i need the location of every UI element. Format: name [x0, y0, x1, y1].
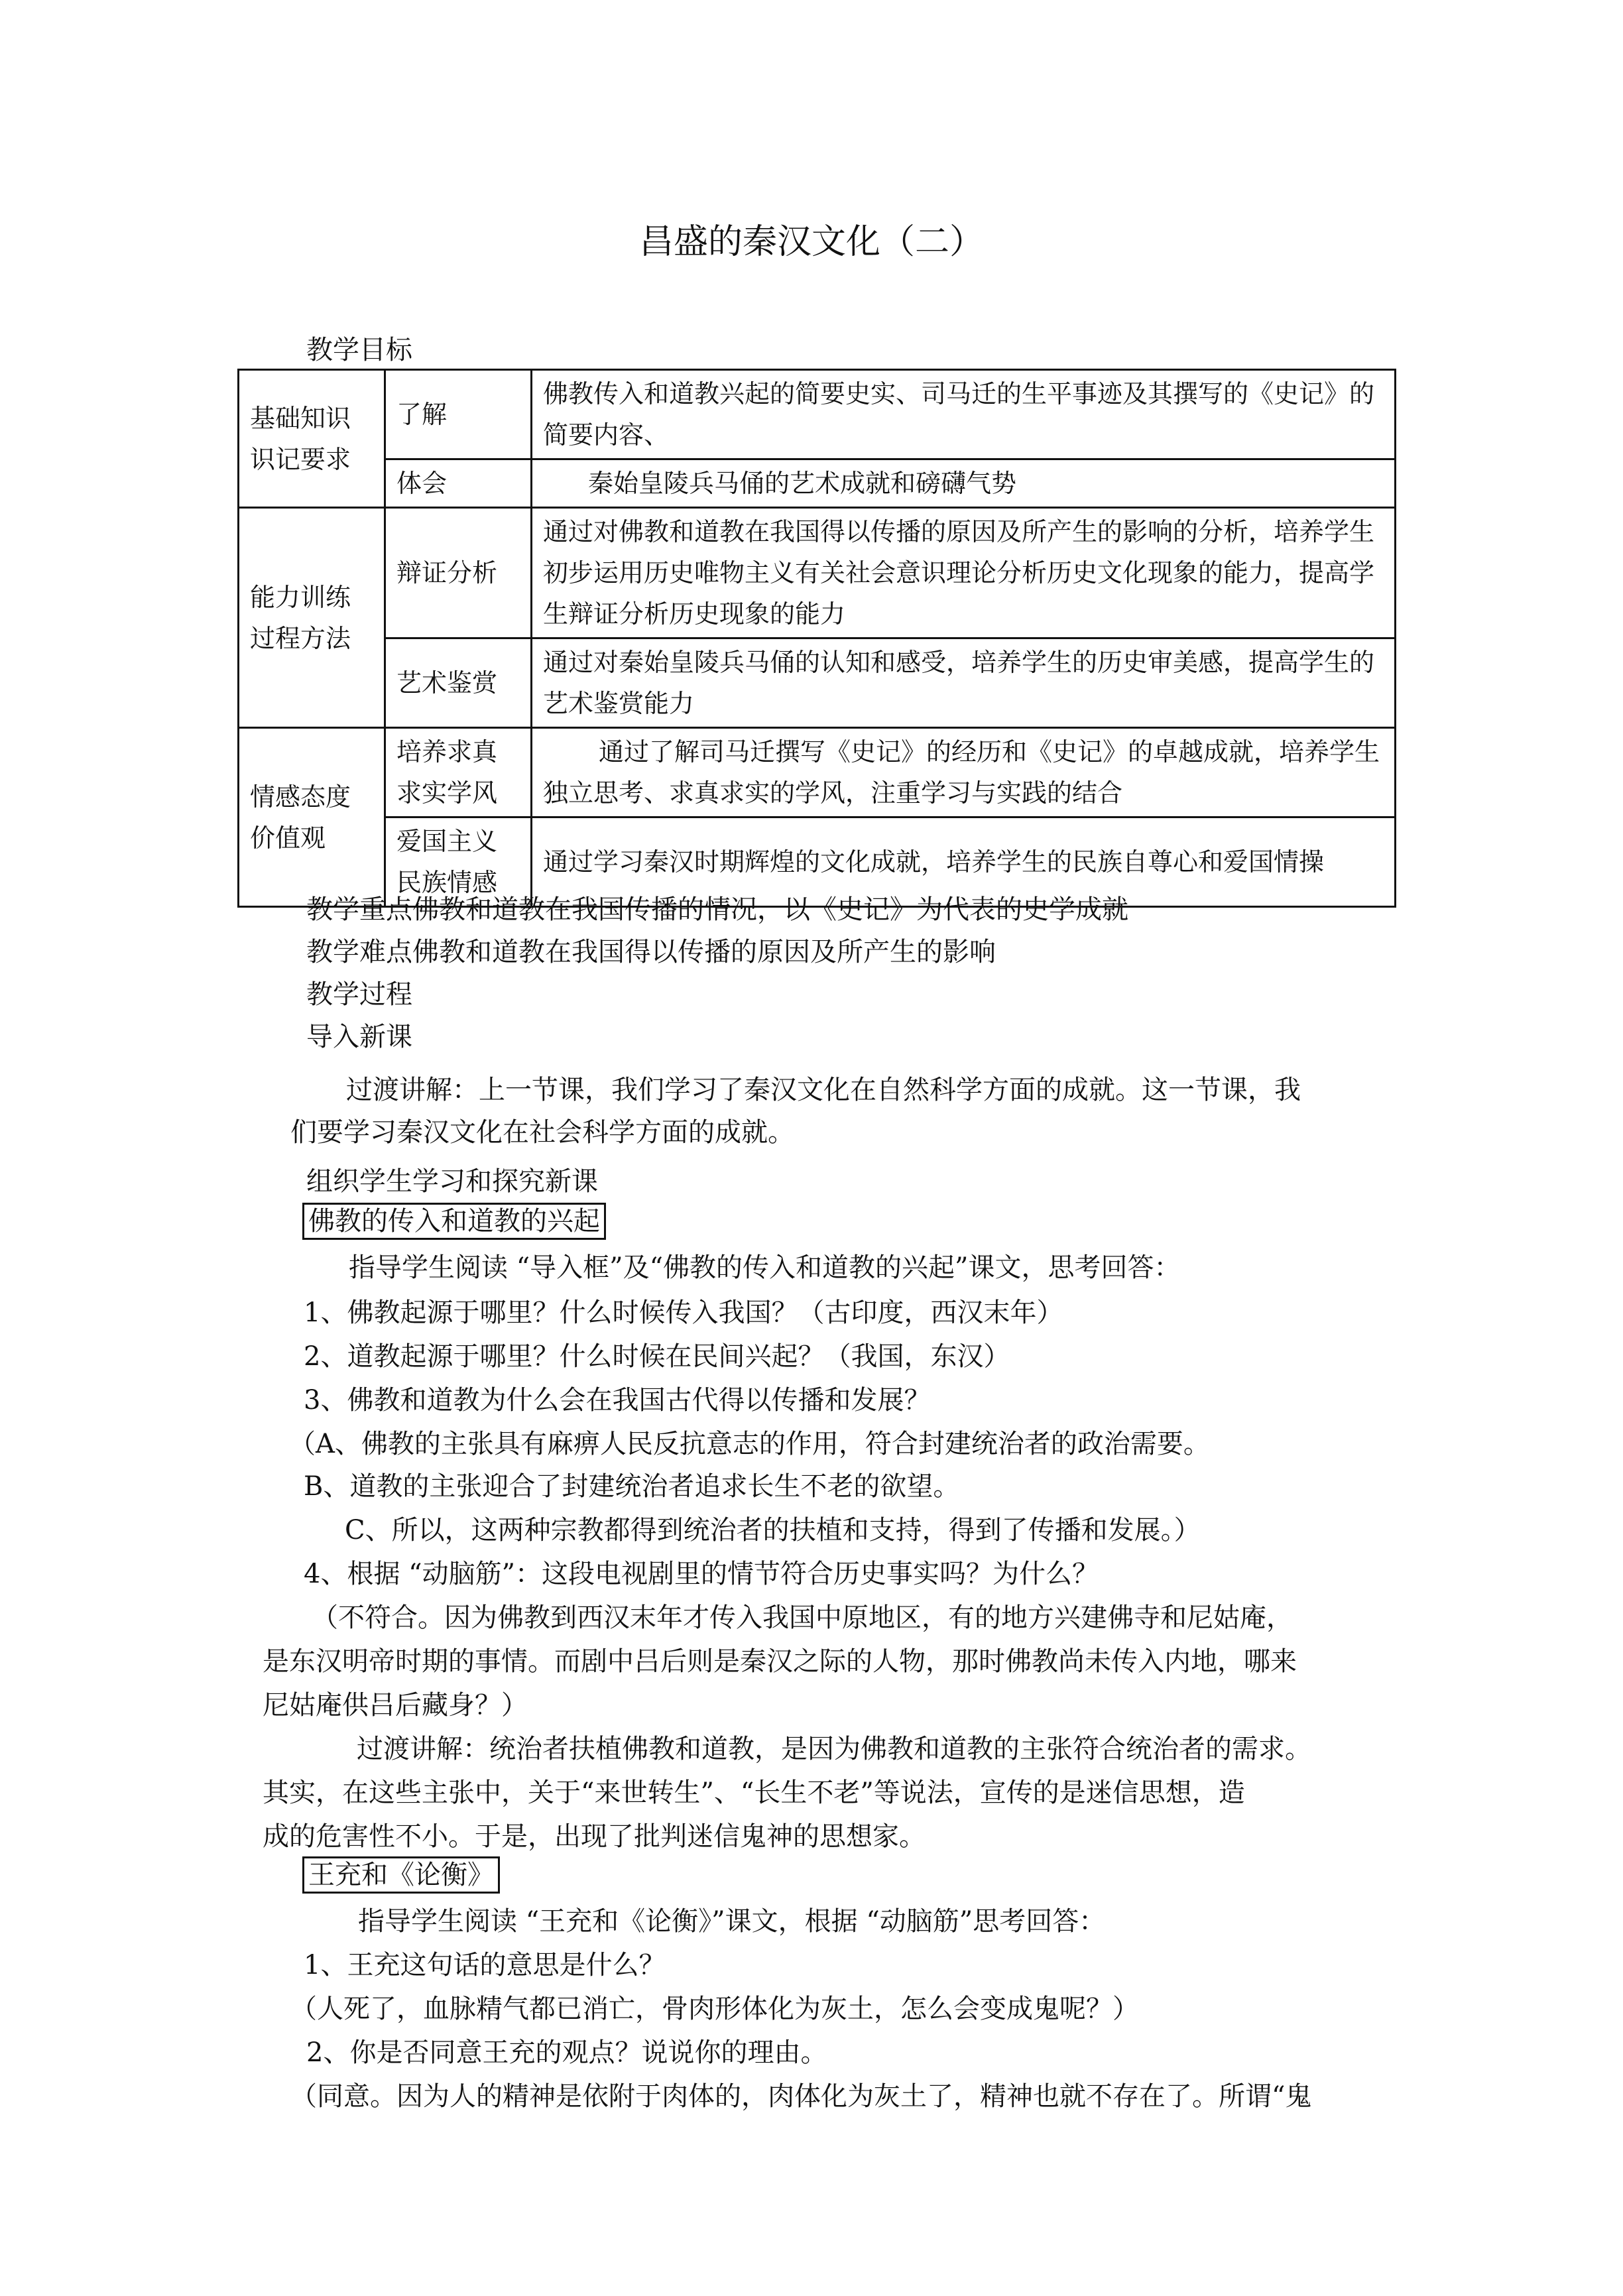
question-line: 2、你是否同意王充的观点？说说你的理由。	[306, 2037, 827, 2068]
paragraph-line: 过渡讲解：上一节课，我们学习了秦汉文化在自然科学方面的成就。这一节课，我	[346, 1075, 1301, 1105]
content-cell: 秦始皇陵兵马俑的艺术成就和磅礴气势	[532, 459, 1396, 508]
page-title: 昌盛的秦汉文化（二）	[638, 222, 984, 262]
objectives-table	[237, 369, 1396, 908]
category-cell: 情感态度价值观	[239, 728, 385, 907]
paragraph-line: 指导学生阅读 “导入框”及“佛教的传入和道教的兴起”课文，思考回答：	[349, 1252, 1181, 1283]
section-heading-wangchong: 王充和《论衡》	[302, 1854, 500, 1892]
table-row	[239, 459, 1396, 508]
answer-line: B、道教的主张迎合了封建统治者追求长生不老的欲望。	[304, 1471, 960, 1502]
paragraph-line: 其实，在这些主张中，关于“来世转生”、“长生不老”等说法，宣传的是迷信思想，造	[263, 1778, 1245, 1808]
answer-line: C、所以，这两种宗教都得到统治者的扶植和支持，得到了传播和发展。）	[345, 1515, 1201, 1545]
paragraph-line: 们要学习秦汉文化在社会科学方面的成就。	[290, 1117, 794, 1148]
item-cell: 了解	[385, 370, 532, 459]
category-cell: 基础知识识记要求	[239, 370, 385, 508]
content-cell: 佛教传入和道教兴起的简要史实、司马迁的生平事迹及其撰写的《史记》的简要内容、	[532, 370, 1396, 459]
content-cell: 通过学习秦汉时期辉煌的文化成就，培养学生的民族自尊心和爱国情操	[532, 817, 1396, 907]
table-row	[239, 728, 1396, 817]
objectives-label: 教学目标	[306, 335, 412, 365]
content-cell: 通过对佛教和道教在我国得以传播的原因及所产生的影响的分析，培养学生初步运用历史唯物主义有关社会意识理论分析历史文化现象的能力，提高学生辩证分析历史现象的能力	[532, 508, 1396, 638]
paragraph-line: 组织学生学习和探究新课	[306, 1166, 598, 1197]
content-cell: 通过了解司马迁撰写《史记》的经历和《史记》的卓越成就，培养学生独立思考、求真求实的学风，注重学习与实践的结合	[532, 728, 1396, 817]
intro-heading: 导入新课	[306, 1022, 412, 1052]
item-cell: 培养求真求实学风	[385, 728, 532, 817]
question-line: 3、佛教和道教为什么会在我国古代得以传播和发展？	[304, 1385, 931, 1416]
item-cell: 艺术鉴赏	[385, 638, 532, 728]
item-cell: 辩证分析	[385, 508, 532, 638]
question-line: 1、王充这句话的意思是什么？	[304, 1950, 666, 1980]
paragraph-line: 指导学生阅读 “王充和《论衡》”课文，根据 “动脑筋”思考回答：	[358, 1906, 1106, 1937]
answer-line: 尼姑庵供吕后藏身？）	[263, 1690, 528, 1721]
item-cell: 体会	[385, 459, 532, 508]
paragraph-line: 过渡讲解：统治者扶植佛教和道教，是因为佛教和道教的主张符合统治者的需求。	[357, 1734, 1311, 1764]
content-cell: 通过对秦始皇陵兵马俑的认知和感受，培养学生的历史审美感，提高学生的艺术鉴赏能力	[532, 638, 1396, 728]
key-point-line: 教学重点佛教和道教在我国传播的情况，以《史记》为代表的史学成就	[306, 894, 1128, 925]
answer-line: （人死了，血脉精气都已消亡，骨肉形体化为灰土，怎么会变成鬼呢？）	[290, 1994, 1139, 2024]
section-heading-buddhism-daoism: 佛教的传入和道教的兴起	[302, 1200, 606, 1238]
table-row	[239, 638, 1396, 728]
paragraph-line: 成的危害性不小。于是，出现了批判迷信鬼神的思想家。	[263, 1821, 926, 1852]
answer-line: （A、佛教的主张具有麻痹人民反抗意志的作用，符合封建统治者的政治需要。	[289, 1429, 1210, 1459]
answer-line: 是东汉明帝时期的事情。而剧中吕后则是秦汉之际的人物，那时佛教尚未传入内地，哪来	[263, 1646, 1297, 1677]
process-heading: 教学过程	[306, 979, 412, 1010]
table-row	[239, 370, 1396, 459]
question-line: 1、佛教起源于哪里？什么时候传入我国？（古印度，西汉末年）	[304, 1298, 1063, 1328]
answer-line: （不符合。因为佛教到西汉末年才传入我国中原地区，有的地方兴建佛寺和尼姑庵，	[312, 1602, 1293, 1633]
category-cell: 能力训练过程方法	[239, 508, 385, 728]
difficulty-line: 教学难点佛教和道教在我国得以传播的原因及所产生的影响	[306, 937, 996, 967]
answer-line: （同意。因为人的精神是依附于肉体的，肉体化为灰土了，精神也就不存在了。所谓“鬼	[290, 2081, 1312, 2112]
question-line: 4、根据 “动脑筋”：这段电视剧里的情节符合历史事实吗？为什么？	[304, 1559, 1099, 1589]
question-line: 2、道教起源于哪里？什么时候在民间兴起？（我国，东汉）	[304, 1341, 1010, 1372]
item-cell: 爱国主义民族情感	[385, 817, 532, 907]
table-row	[239, 508, 1396, 638]
